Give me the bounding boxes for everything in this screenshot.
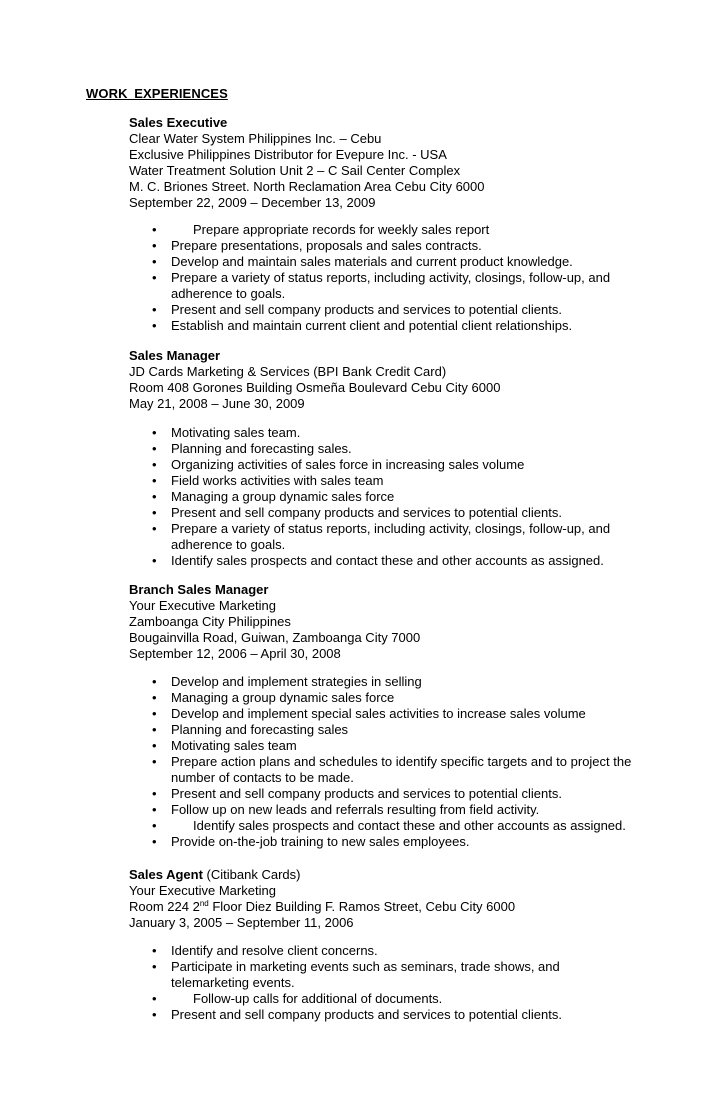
list-item-text: Managing a group dynamic sales force	[171, 690, 395, 705]
job-entry-sales-agent	[129, 867, 689, 931]
list-item-text: Field works activities with sales team	[171, 473, 384, 488]
job-entry-sales-manager	[129, 348, 689, 412]
list-item-text: Prepare action plans and schedules to identify specific targets and to project the number of contacts to be made.	[171, 754, 632, 785]
list-item	[148, 457, 648, 473]
job-dates: September 12, 2006 – April 30, 2008	[129, 646, 341, 661]
list-item-text: Prepare presentations, proposals and sales contracts.	[171, 238, 482, 253]
list-item-text: Develop and implement special sales activities to increase sales volume	[171, 706, 586, 721]
list-item-text: Managing a group dynamic sales force	[171, 489, 395, 504]
list-item	[148, 441, 648, 457]
list-item-text: Present and sell company products and services to potential clients.	[171, 302, 562, 317]
list-item	[148, 802, 648, 818]
list-item-text: Organizing activities of sales force in increasing sales volume	[171, 457, 525, 472]
list-item-text: Develop and maintain sales materials and current product knowledge.	[171, 254, 573, 269]
list-item	[148, 318, 648, 334]
list-item	[148, 505, 648, 521]
list-item	[148, 738, 648, 754]
list-item	[148, 238, 648, 254]
job-title-suffix: (Citibank Cards)	[202, 867, 301, 882]
address-part: Room 224 2	[129, 899, 200, 914]
list-item-text: Identify and resolve client concerns.	[171, 943, 378, 958]
list-item-text: Participate in marketing events such as seminars, trade shows, and telemarketing events.	[171, 959, 560, 990]
list-item-text: Establish and maintain current client and potential client relationships.	[171, 318, 573, 333]
job-dates: May 21, 2008 – June 30, 2009	[129, 396, 305, 411]
list-item-text: Prepare a variety of status reports, including activity, closings, follow-up, and adherence to goals.	[171, 270, 611, 301]
list-item	[148, 254, 648, 270]
job-entry-sales-executive	[129, 115, 689, 211]
list-item-text: Follow up on new leads and referrals resulting from field activity.	[171, 802, 540, 817]
list-item	[148, 754, 671, 786]
list-item	[148, 991, 648, 1007]
job-dates: September 22, 2009 – December 13, 2009	[129, 195, 376, 210]
job-duties-list	[148, 943, 648, 1023]
job-title: Sales Manager	[129, 348, 221, 363]
list-item	[148, 489, 648, 505]
job-address	[129, 899, 689, 915]
list-item	[148, 943, 648, 959]
list-item	[148, 959, 591, 991]
list-item	[148, 553, 648, 569]
list-item	[148, 722, 648, 738]
list-item	[148, 706, 648, 722]
job-dates: January 3, 2005 – September 11, 2006	[129, 915, 354, 930]
list-item-text: Present and sell company products and services to potential clients.	[171, 1007, 562, 1022]
list-item	[148, 690, 648, 706]
job-address: Bougainvilla Road, Guiwan, Zamboanga City 7000	[129, 630, 421, 645]
section-title: WORK EXPERIENCES	[86, 86, 228, 101]
list-item-text: Present and sell company products and services to potential clients.	[171, 505, 562, 520]
job-company: Clear Water System Philippines Inc. – Cebu	[129, 131, 382, 146]
list-item-text: Prepare appropriate records for weekly sales report	[193, 222, 490, 237]
list-item	[148, 786, 648, 802]
job-title-line	[129, 867, 689, 883]
job-company: Your Executive Marketing	[129, 598, 276, 613]
list-item-text: Motivating sales team.	[171, 425, 301, 440]
list-item	[148, 674, 648, 690]
job-address: Room 408 Gorones Building Osmeña Boulevard Cebu City 6000	[129, 380, 501, 395]
job-duties-list	[148, 674, 648, 850]
job-title: Sales Agent	[129, 867, 203, 882]
job-address: Water Treatment Solution Unit 2 – C Sail Center Complex	[129, 163, 461, 178]
list-item-text: Identify sales prospects and contact these and other accounts as assigned.	[171, 553, 604, 568]
list-item	[148, 270, 621, 302]
job-location: Zamboanga City Philippines	[129, 614, 291, 629]
list-item	[148, 818, 648, 834]
job-duties-list	[148, 222, 648, 334]
list-item	[148, 473, 648, 489]
list-item-text: Identify sales prospects and contact these and other accounts as assigned.	[193, 818, 626, 833]
job-entry-branch-sales-manager	[129, 582, 689, 662]
list-item-text: Prepare a variety of status reports, including activity, closings, follow-up, and adherence to goals.	[171, 521, 611, 552]
list-item-text: Planning and forecasting sales.	[171, 441, 352, 456]
list-item	[148, 425, 648, 441]
list-item	[148, 1007, 648, 1023]
job-company: JD Cards Marketing & Services (BPI Bank Credit Card)	[129, 364, 447, 379]
list-item-text: Present and sell company products and services to potential clients.	[171, 786, 562, 801]
list-item-text: Develop and implement strategies in selling	[171, 674, 422, 689]
job-address: M. C. Briones Street. North Reclamation Area Cebu City 6000	[129, 179, 485, 194]
list-item	[148, 834, 648, 850]
job-title: Sales Executive	[129, 115, 228, 130]
list-item-text: Follow-up calls for additional of documents.	[193, 991, 443, 1006]
job-title: Branch Sales Manager	[129, 582, 269, 597]
address-part: Floor Diez Building F. Ramos Street, Cebu City 6000	[208, 899, 516, 914]
job-detail: Exclusive Philippines Distributor for Evepure Inc. - USA	[129, 147, 447, 162]
list-item-text: Planning and forecasting sales	[171, 722, 349, 737]
list-item	[148, 222, 648, 238]
list-item	[148, 302, 648, 318]
list-item-text: Motivating sales team	[171, 738, 297, 753]
list-item-text: Provide on-the-job training to new sales employees.	[171, 834, 470, 849]
job-duties-list	[148, 425, 648, 569]
job-company: Your Executive Marketing	[129, 883, 276, 898]
list-item	[148, 521, 621, 553]
address-superscript: nd	[199, 899, 209, 908]
